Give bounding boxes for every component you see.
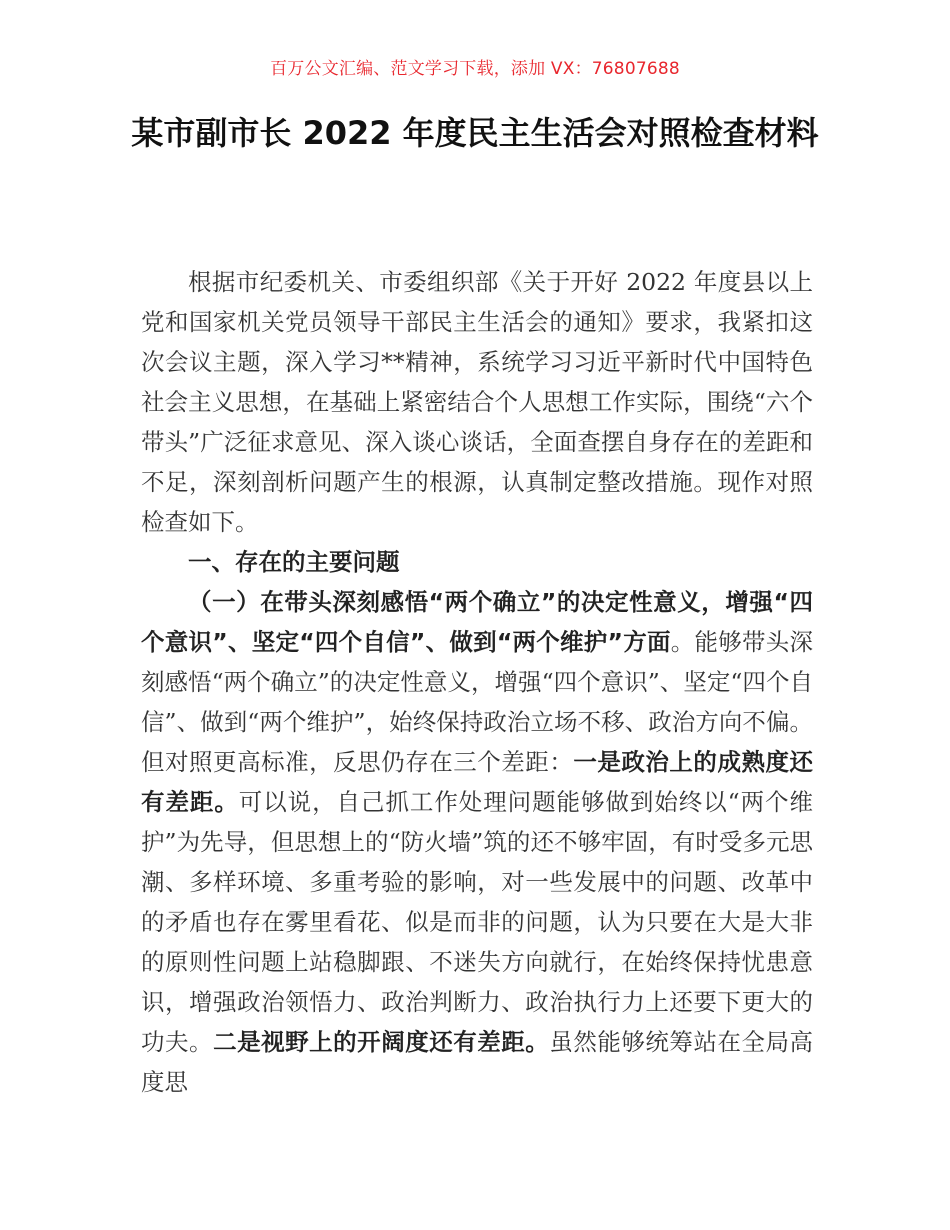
- subsection-heading: （一）在带头深刻感悟“两个确立”的决定性意义，增强“四个意识”、坚定“四个自信”、做到“两个维护”方面: [141, 588, 813, 656]
- point-one-heading: 一是政治上的成熟度还有差距。: [141, 748, 814, 816]
- intro-paragraph: 根据市纪委机关、市委组织部《关于开好 2022 年度县以上党和国家机关党员领导干部民主生活会的通知》要求，我紧扣这次会议主题，深入学习**精神，系统学习习近平新时代中国特色社会主义思想，在基础上紧密结合个人思想工作实际，围绕“六个带头”广泛征求意见、深入谈心谈话，全面查摆自身存在的差距和不足，深刻剖析问题产生的根源，认真制定整改措施。现作对照检查如下。: [141, 268, 813, 536]
- subsection-text: 。能够带头深刻感悟“两个确立”的决定性意义，增强“四个意识”、坚定“四个自信”、做到“两个维护”，始终保持政治立场不移、政治方向不偏。但对照更高标准，反思仍存在三个差距：: [141, 628, 814, 776]
- promo-banner: 百万公文汇编、范文学习下载，添加 VX：76807688: [270, 59, 680, 79]
- section-heading: 一、存在的主要问题: [188, 548, 400, 576]
- document-title: 某市副市长 2022 年度民主生活会对照检查材料: [131, 114, 819, 152]
- point-one-text: 可以说，自己抓工作处理问题能够做到始终以“两个维护”为先导，但思想上的“防火墙”筑的还不够牢固，有时受多元思潮、多样环境、多重考验的影响，对一些发展中的问题、改革中的矛盾也存在雾里看花、似是而非的问题，认为只要在大是大非的原则性问题上站稳脚跟、不迷失方向就行，在始终保持忧患意识，增强政治领悟力、政治判断力、政治执行力上还要下更大的功夫。: [141, 788, 814, 1056]
- document-body: [141, 262, 813, 1102]
- subsection-paragraph: [141, 582, 813, 1102]
- point-two-heading: 二是视野上的开阔度还有差距。: [213, 1028, 550, 1056]
- point-two-text: 虽然能够统筹站在全局高度思: [141, 1028, 814, 1096]
